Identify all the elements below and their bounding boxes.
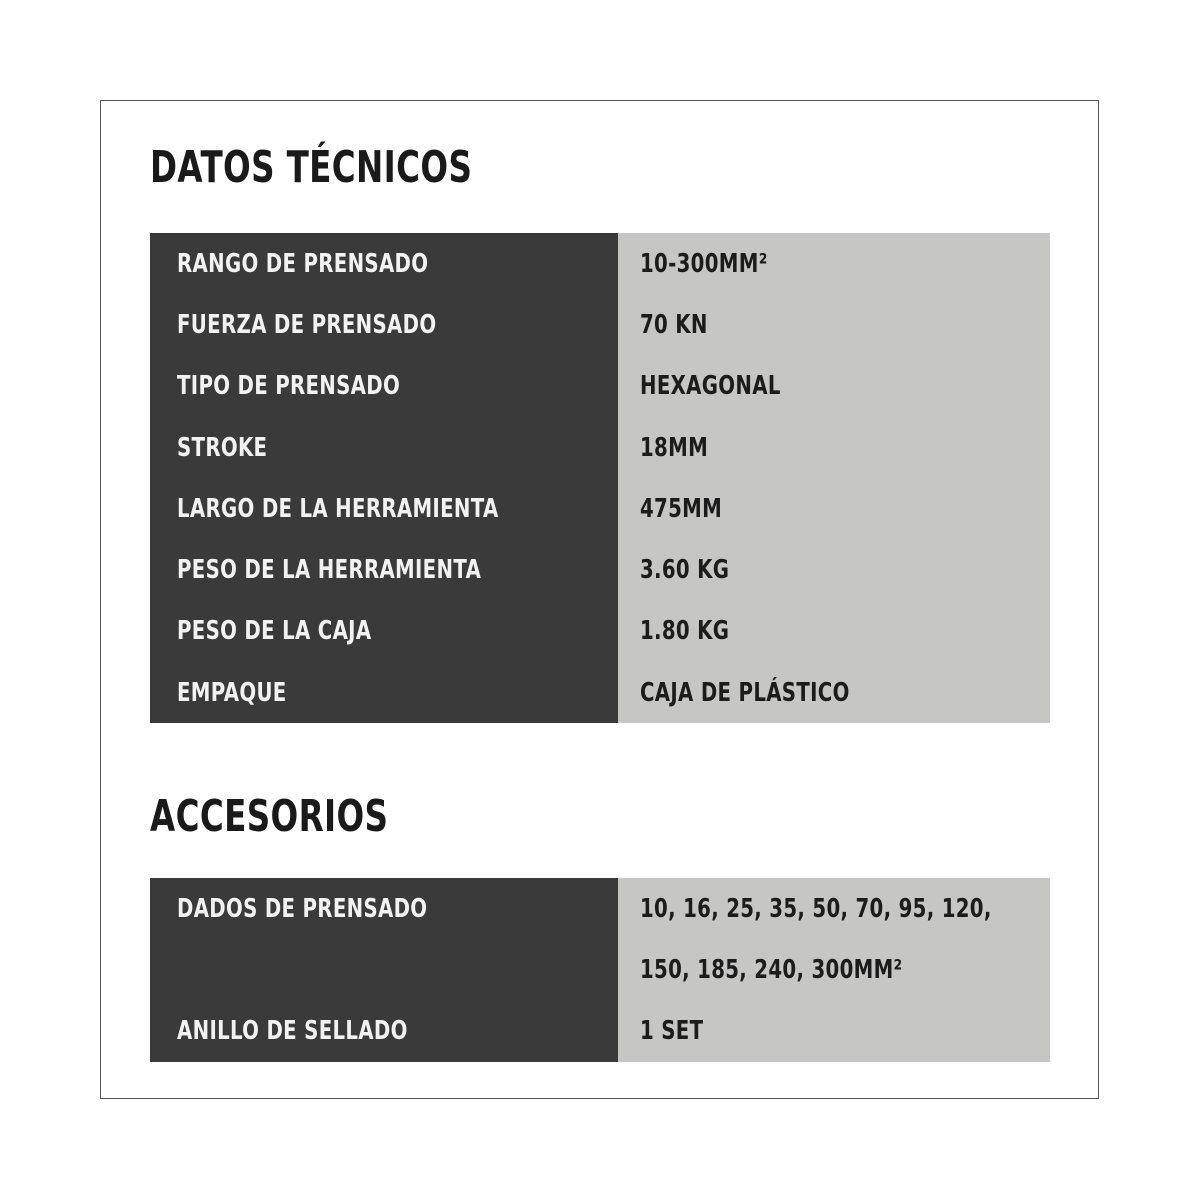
accessory-label: DADOS DE PRENSADO [177, 893, 428, 924]
accessories-values-column [618, 878, 1050, 1062]
accessories-title: ACCESORIOS [150, 791, 389, 842]
accessory-label: ANILLO DE SELLADO [177, 1016, 408, 1047]
accessory-label-spacer [177, 939, 618, 1000]
spec-label: FUERZA DE PRENSADO [177, 309, 437, 340]
spec-label: RANGO DE PRENSADO [177, 248, 429, 279]
technical-values-column [618, 233, 1050, 723]
spec-label: TIPO DE PRENSADO [177, 371, 401, 402]
spec-value: 70 KN [640, 309, 708, 340]
spec-value: 1.80 KG [640, 616, 730, 647]
spec-label: PESO DE LA CAJA [177, 616, 372, 647]
spec-value: 3.60 KG [640, 555, 730, 586]
spec-label: STROKE [177, 432, 268, 463]
spec-value: CAJA DE PLÁSTICO [640, 677, 850, 708]
technical-labels-column [150, 233, 618, 723]
accessories-labels-column [150, 878, 618, 1062]
spec-label: PESO DE LA HERRAMIENTA [177, 555, 482, 586]
technical-data-table [150, 233, 1050, 723]
accessories-table [150, 878, 1050, 1062]
technical-data-title: DATOS TÉCNICOS [150, 142, 473, 193]
accessory-value: 1 SET [640, 1016, 704, 1047]
spec-label: LARGO DE LA HERRAMIENTA [177, 493, 499, 524]
spec-value: HEXAGONAL [640, 371, 781, 402]
spec-value: 475MM [640, 493, 723, 524]
spec-label: EMPAQUE [177, 677, 287, 708]
accessory-value: 10, 16, 25, 35, 50, 70, 95, 120, [640, 893, 992, 924]
accessory-value-continued: 150, 185, 240, 300MM² [640, 954, 903, 985]
spec-value: 18MM [640, 432, 709, 463]
spec-value: 10-300MM² [640, 248, 768, 279]
